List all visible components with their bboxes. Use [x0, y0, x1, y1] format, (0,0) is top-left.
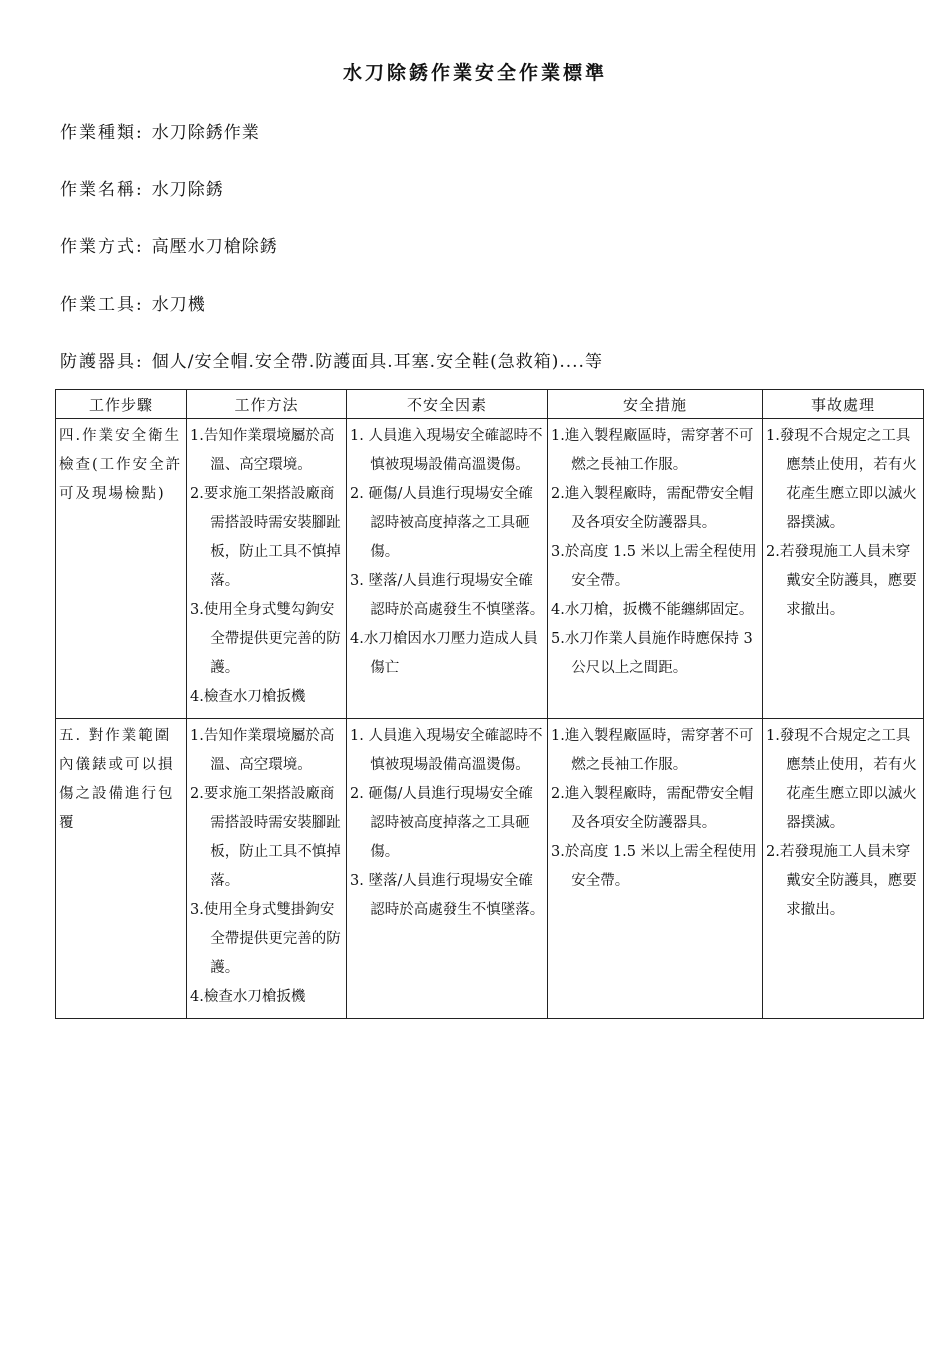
header-accident: 事故處理	[763, 390, 924, 419]
measure-item: 3.於高度 1.5 米以上需全程使用安全帶。	[551, 544, 757, 589]
page-title: 水刀除銹作業安全作業標準	[342, 62, 607, 84]
table-header-row	[56, 390, 924, 419]
method-cell	[187, 419, 347, 719]
hazard-cell	[347, 419, 548, 719]
hazard-item: 1. 人員進入現場安全確認時不慎被現場設備高溫燙傷。	[350, 428, 543, 473]
info-work-tool	[60, 290, 206, 315]
hazard-item: 3. 墜落/人員進行現場安全確認時於高處發生不慎墜落。	[350, 873, 545, 918]
hazard-item: 2. 砸傷/人員進行現場安全確認時被高度掉落之工具砸傷。	[350, 786, 533, 860]
accident-item: 1.發現不合規定之工具應禁止使用，若有火花產生應立即以滅火器撲滅。	[766, 728, 917, 831]
measure-item: 1.進入製程廠區時，需穿著不可燃之長袖工作服。	[551, 428, 754, 473]
table-row	[56, 419, 924, 719]
hazard-item: 1. 人員進入現場安全確認時不慎被現場設備高溫燙傷。	[350, 728, 543, 773]
info-label: 作業名稱:	[60, 180, 144, 200]
method-item: 2.要求施工架搭設廠商需搭設時需安裝腳趾板，防止工具不慎掉落。	[190, 786, 341, 889]
measure-item: 4.水刀槍，扳機不能纏綁固定。	[551, 602, 754, 618]
method-item: 1.告知作業環境屬於高溫、高空環境。	[190, 728, 335, 773]
accident-item: 1.發現不合規定之工具應禁止使用，若有火花產生應立即以滅火器撲滅。	[766, 428, 917, 531]
header-method: 工作方法	[187, 390, 347, 419]
accident-cell	[763, 419, 924, 719]
measure-item: 5.水刀作業人員施作時應保持 3 公尺以上之間距。	[551, 631, 753, 676]
info-work-type	[60, 118, 260, 143]
measure-item: 3.於高度 1.5 米以上需全程使用安全帶。	[551, 844, 757, 889]
step-text: 五. 對作業範圍內儀錶或可以損傷之設備進行包覆	[59, 728, 175, 831]
accident-item: 2.若發現施工人員未穿戴安全防護具，應要求撤出。	[766, 844, 917, 918]
measure-cell	[548, 419, 763, 719]
header-hazard: 不安全因素	[347, 390, 548, 419]
header-step: 工作步驟	[56, 390, 187, 419]
info-work-name	[60, 175, 224, 200]
info-value: 高壓水刀槍除銹	[151, 237, 278, 257]
info-label: 作業方式:	[60, 237, 144, 257]
header-measure: 安全措施	[548, 390, 763, 419]
info-protective-gear	[60, 347, 603, 372]
info-value: 水刀機	[151, 295, 206, 315]
method-item: 4.檢查水刀槍扳機	[190, 689, 306, 705]
measure-item: 1.進入製程廠區時，需穿著不可燃之長袖工作服。	[551, 728, 754, 773]
measure-cell	[548, 719, 763, 1019]
info-label: 作業種類:	[60, 123, 144, 143]
measure-item: 2.進入製程廠時，需配帶安全帽及各項安全防護器具。	[551, 486, 754, 531]
step-cell	[56, 719, 187, 1019]
info-value: 個人/安全帽.安全帶.防護面具.耳塞.安全鞋(急救箱)....等	[151, 352, 603, 372]
hazard-item: 4.水刀槍因水刀壓力造成人員傷亡	[350, 631, 538, 676]
method-item: 1.告知作業環境屬於高溫、高空環境。	[190, 428, 335, 473]
measure-item: 2.進入製程廠時，需配帶安全帽及各項安全防護器具。	[551, 786, 754, 831]
hazard-item: 3. 墜落/人員進行現場安全確認時於高處發生不慎墜落。	[350, 573, 545, 618]
accident-item: 2.若發現施工人員未穿戴安全防護具，應要求撤出。	[766, 544, 917, 618]
info-label: 作業工具:	[60, 295, 144, 315]
info-value: 水刀除銹作業	[151, 123, 260, 143]
hazard-item: 2. 砸傷/人員進行現場安全確認時被高度掉落之工具砸傷。	[350, 486, 533, 560]
method-item: 2.要求施工架搭設廠商需搭設時需安裝腳趾板，防止工具不慎掉落。	[190, 486, 341, 589]
method-item: 4.檢查水刀槍扳機	[190, 989, 306, 1005]
sop-table	[55, 389, 924, 1019]
info-work-method	[60, 232, 278, 257]
accident-cell	[763, 719, 924, 1019]
table-row	[56, 719, 924, 1019]
step-cell	[56, 419, 187, 719]
method-item: 3.使用全身式雙掛鉤安全帶提供更完善的防護。	[190, 902, 341, 976]
info-value: 水刀除銹	[151, 180, 224, 200]
step-text: 四.作業安全衛生檢查(工作安全許可及現場檢點)	[59, 428, 183, 502]
method-item: 3.使用全身式雙勾鉤安全帶提供更完善的防護。	[190, 602, 341, 676]
info-label: 防護器具:	[60, 352, 144, 372]
method-cell	[187, 719, 347, 1019]
hazard-cell	[347, 719, 548, 1019]
